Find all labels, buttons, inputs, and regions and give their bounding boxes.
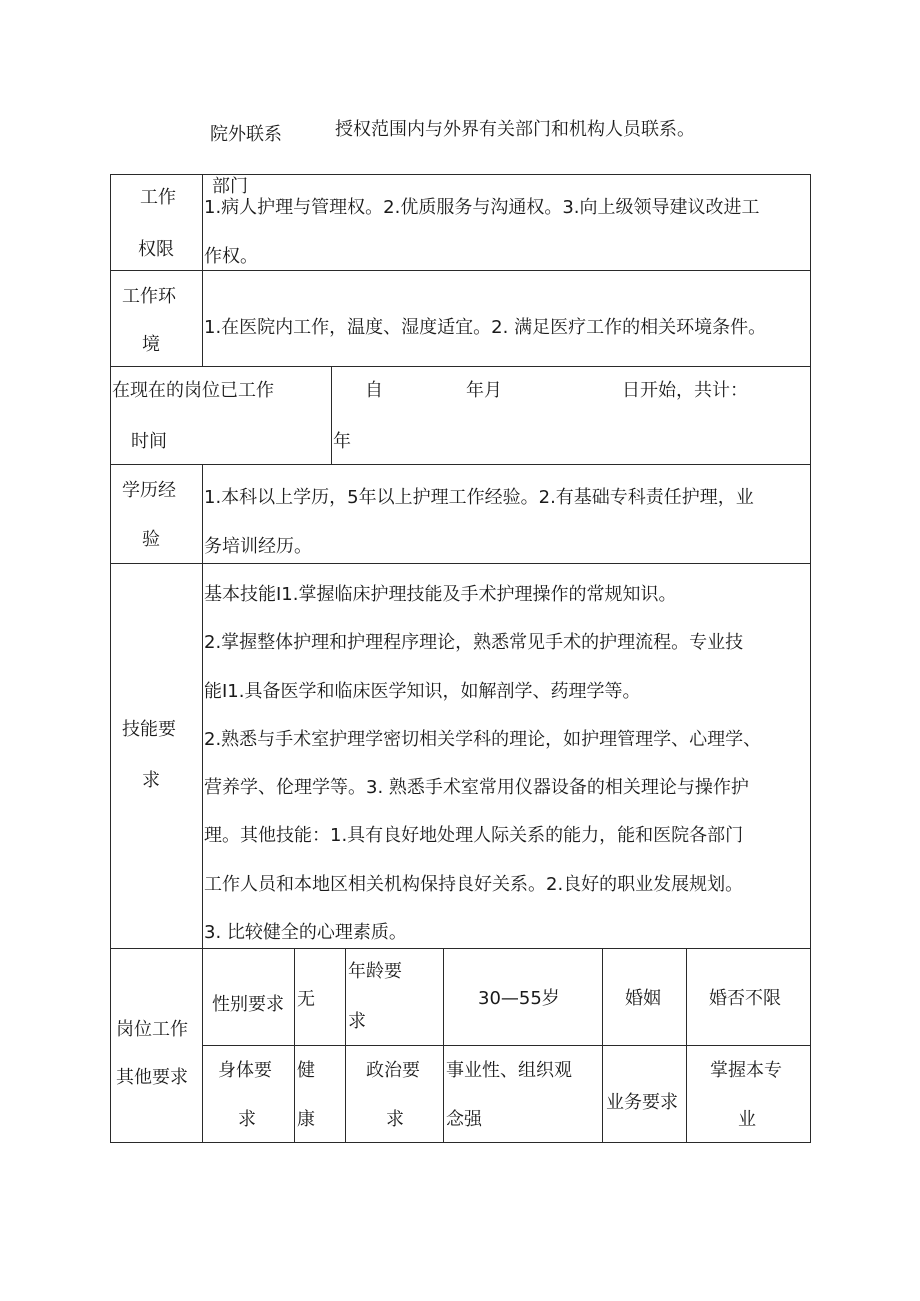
age-label-line2: 求	[348, 1011, 366, 1032]
authority-dept-note: 部门	[212, 176, 248, 197]
rule	[345, 948, 346, 1143]
political-value-line1: 事业性、组织观	[446, 1060, 572, 1081]
header-text: 授权范围内与外界有关部门和机构人员联系。	[335, 119, 695, 140]
skills-line: 理。其他技能：1.具有良好地处理人际关系的能力，能和医院各部门	[204, 825, 744, 846]
rule	[110, 270, 811, 271]
environment-label-line2: 境	[142, 334, 160, 355]
tenure-from: 自	[365, 380, 383, 401]
education-label-line2: 验	[142, 529, 160, 550]
other-label-line1: 岗位工作	[116, 1019, 188, 1040]
political-label-line2: 求	[386, 1109, 404, 1130]
education-text-line2: 务培训经历。	[204, 536, 312, 557]
tenure-year: 年	[333, 431, 351, 452]
skills-line: 2.熟悉与手术室护理学密切相关学科的理论，如护理管理学、心理学、	[204, 729, 762, 750]
skills-line: 2.掌握整体护理和护理程序理论，熟悉常见手术的护理流程。专业技	[204, 632, 744, 653]
political-value-line2: 念强	[446, 1109, 482, 1130]
tenure-label-line2: 时间	[131, 431, 167, 452]
rule	[110, 563, 811, 564]
rule	[602, 948, 603, 1143]
gender-label: 性别要求	[212, 994, 284, 1015]
rule	[110, 174, 111, 1143]
authority-text-line1: 1.病人护理与管理权。2.优质服务与沟通权。3.向上级领导建议改进工	[204, 197, 760, 218]
rule	[110, 464, 811, 465]
skills-line: 营养学、伦理学等。3. 熟悉手术室常用仪器设备的相关理论与操作护	[204, 777, 749, 798]
rule	[110, 366, 811, 367]
marriage-value: 婚否不限	[709, 988, 781, 1009]
gender-value: 无	[297, 989, 315, 1010]
skills-line: 工作人员和本地区相关机构保持良好关系。2.良好的职业发展规划。	[204, 874, 744, 895]
tenure-day-start-total: 日开始，共计：	[622, 380, 748, 401]
rule	[331, 366, 332, 464]
rule	[202, 174, 203, 367]
header-label: 院外联系	[210, 124, 282, 145]
authority-label-line1: 工作	[140, 187, 176, 208]
rule	[110, 948, 811, 949]
business-value-line2: 业	[738, 1109, 756, 1130]
tenure-year-month: 年月	[466, 380, 502, 401]
skills-line: 基本技能I1.掌握临床护理技能及手术护理操作的常规知识。	[204, 584, 677, 605]
rule	[294, 948, 295, 1143]
authority-text-line2: 作权。	[204, 246, 258, 267]
age-label-line1: 年龄要	[348, 961, 402, 982]
marriage-label: 婚姻	[625, 988, 661, 1009]
skills-label-line2: 求	[142, 770, 160, 791]
skills-line: 能I1.具备医学和临床医学知识，如解剖学、药理学等。	[204, 681, 641, 702]
rule	[110, 1142, 811, 1143]
body-label-line2: 求	[238, 1109, 256, 1130]
business-value-line1: 掌握本专	[710, 1060, 782, 1081]
education-text-line1: 1.本科以上学历，5年以上护理工作经验。2.有基础专科责任护理，业	[204, 487, 754, 508]
rule	[443, 948, 444, 1143]
environment-text: 1.在医院内工作，温度、湿度适宜。2. 满足医疗工作的相关环境条件。	[204, 317, 767, 338]
authority-label-line2: 权限	[138, 239, 174, 260]
rule	[686, 948, 687, 1143]
other-label-line2: 其他要求	[116, 1067, 188, 1088]
age-value: 30—55岁	[478, 988, 560, 1009]
body-value-line1: 健	[297, 1060, 315, 1081]
tenure-label-line1: 在现在的岗位已工作	[112, 380, 274, 401]
education-label-line1: 学历经	[122, 480, 176, 501]
body-value-line2: 康	[297, 1109, 315, 1130]
skills-line: 3. 比较健全的心理素质。	[204, 922, 407, 943]
rule	[810, 174, 811, 1143]
environment-label-line1: 工作环	[122, 286, 176, 307]
skills-label-line1: 技能要	[122, 719, 176, 740]
political-label-line1: 政治要	[366, 1060, 420, 1081]
business-label: 业务要求	[606, 1092, 678, 1113]
body-label-line1: 身体要	[218, 1060, 272, 1081]
rule	[202, 464, 203, 1143]
